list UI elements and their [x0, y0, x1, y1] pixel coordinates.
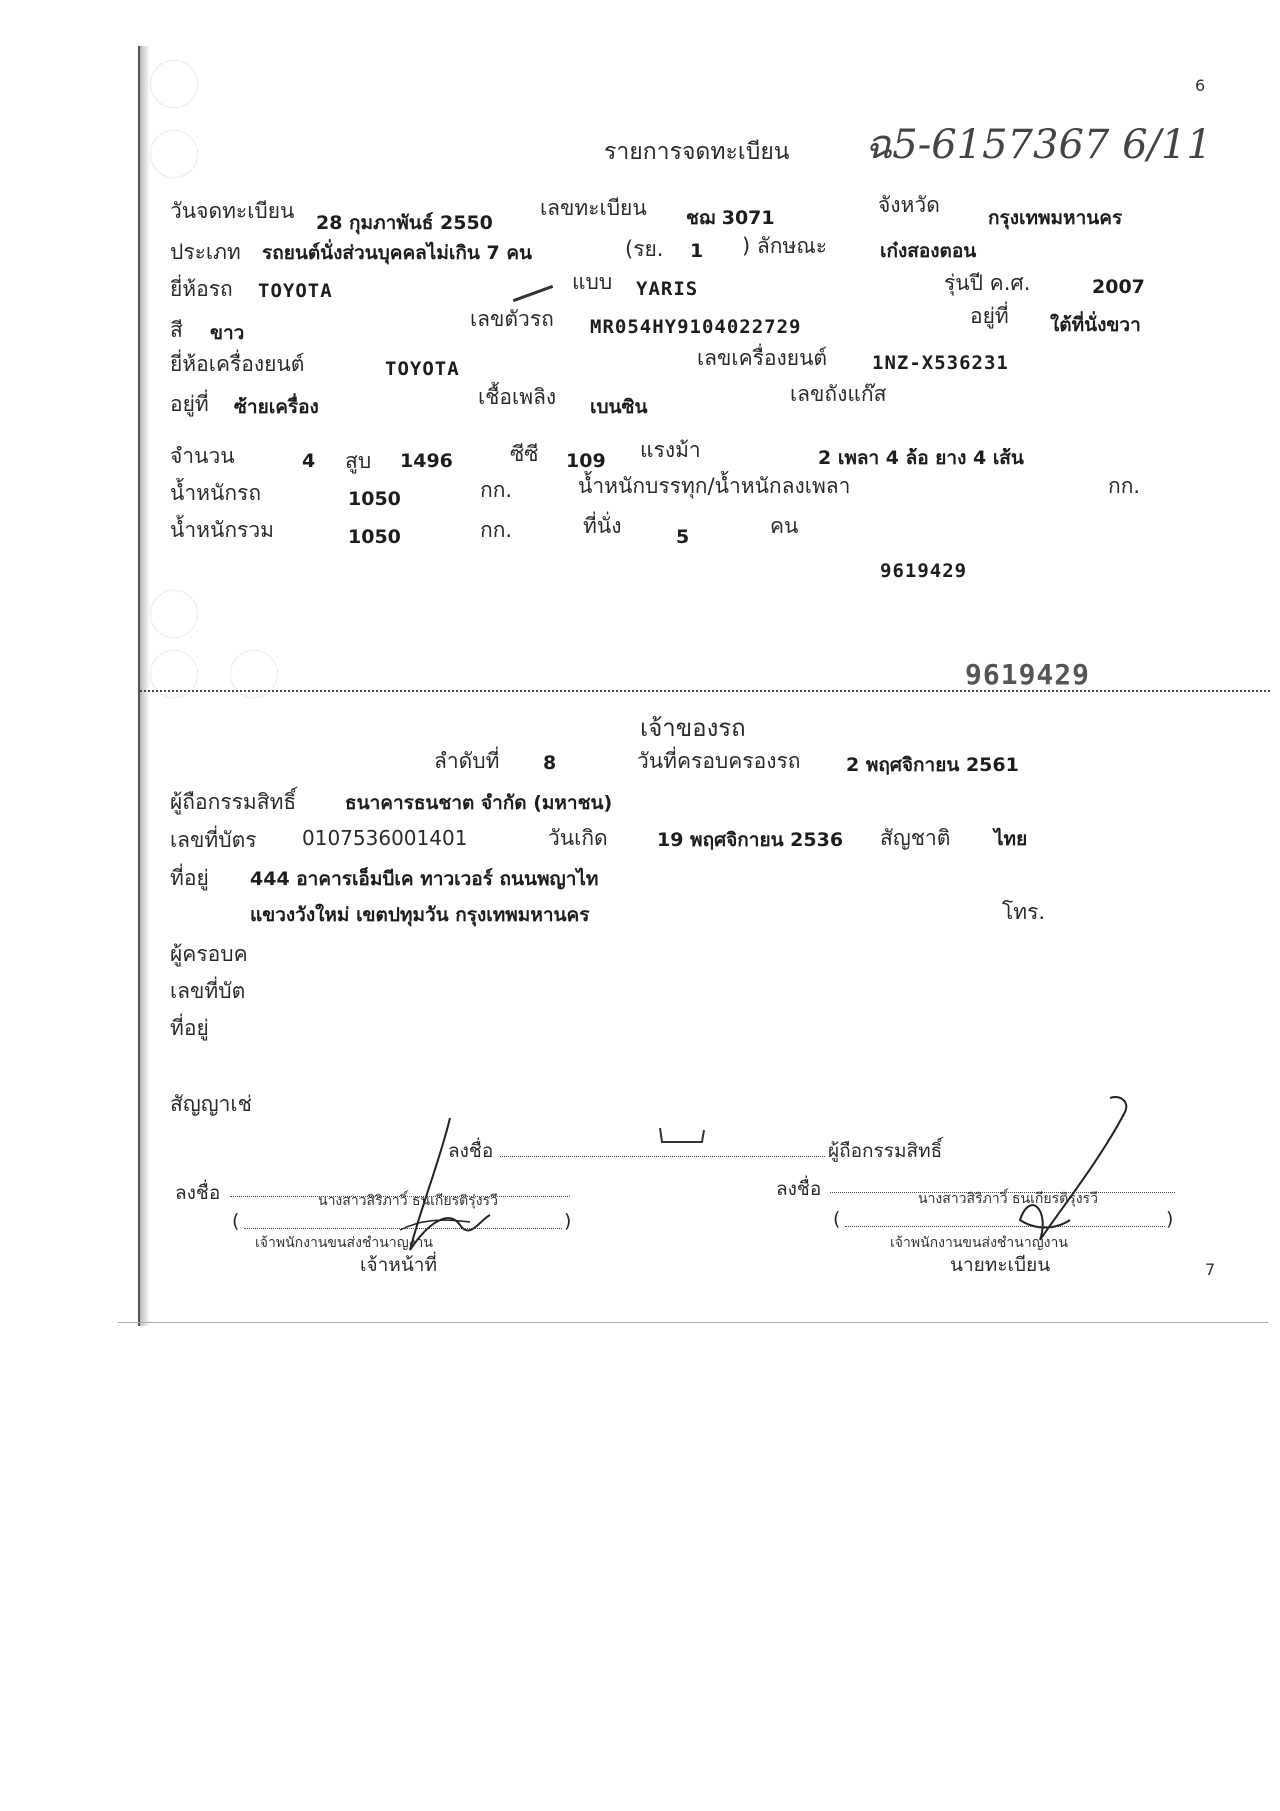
axles-tires-value: 2 เพลา 4 ล้อ ยาง 4 เส้น [818, 447, 1024, 469]
birth-value: 19 พฤศจิกายน 2536 [657, 829, 844, 851]
model-label: แบบ [572, 270, 613, 294]
rs-label: (รย. [625, 237, 664, 261]
reg-date-label: วันจดทะเบียน [170, 199, 295, 223]
person-unit: คน [770, 514, 799, 538]
left-open-paren: ( [232, 1210, 240, 1232]
seal-watermark [150, 60, 198, 108]
right-signer-role: นายทะเบียน [950, 1254, 1051, 1276]
id-label: เลขที่บัตร [170, 828, 257, 852]
vin-location-label: อยู่ที่ [970, 304, 1009, 328]
plate-label: เลขทะเบียน [540, 196, 647, 220]
engine-location-label: อยู่ที่ [170, 392, 209, 416]
engine-location-value: ซ้ายเครื่อง [234, 396, 319, 418]
model-value: YARIS [636, 278, 699, 300]
seats-value: 5 [676, 526, 690, 548]
nationality-value: ไทย [994, 828, 1028, 850]
color-label: สี [170, 318, 183, 342]
kg-unit: กก. [1108, 474, 1141, 498]
page-bottom-edge [118, 1322, 1268, 1323]
address-label: ที่อยู่ [170, 866, 209, 890]
possessor-id-label: เลขที่บัต [170, 979, 246, 1003]
left-sign-label: ลงชื่อ [175, 1182, 221, 1204]
brand-label: ยี่ห้อรถ [170, 277, 233, 301]
left-close-paren: ) [564, 1210, 572, 1232]
serial-number: 9619429 [880, 560, 968, 582]
type-value: รถยนต์นั่งส่วนบุคคลไม่เกิน 7 คน [262, 242, 533, 264]
reg-date-value: 28 กุมภาพันธ์ 2550 [316, 212, 493, 234]
phone-label: โทร. [1002, 900, 1046, 924]
holder-value: ธนาคารธนชาต จำกัด (มหาชน) [345, 792, 613, 814]
nationality-label: สัญชาติ [880, 826, 951, 850]
engine-no-value: 1NZ-X536231 [872, 352, 1009, 374]
right-name-line [845, 1226, 1165, 1227]
section-divider [140, 690, 1270, 692]
left-signer-position: เจ้าพนักงานขนส่งชำนาญงาน [255, 1235, 433, 1251]
engine-brand-value: TOYOTA [385, 358, 460, 380]
gas-tank-label: เลขถังแก๊ส [790, 382, 887, 406]
right-signer-name: นางสาวสิริภาวิ์ ธนเกียรติรุ่งรวี [918, 1191, 1098, 1207]
birth-label: วันเกิด [548, 826, 608, 850]
engine-no-label: เลขเครื่องยนต์ [697, 346, 828, 370]
gross-value: 1050 [348, 526, 401, 548]
vin-location-value: ใต้ที่นั่งขวา [1050, 314, 1141, 336]
left-signer-name: นางสาวสิริภาวิ์ ธนเกียรติรุ่งรวี [318, 1193, 498, 1209]
province-value: กรุงเทพมหานคร [988, 207, 1123, 229]
vin-label: เลขตัวรถ [470, 307, 554, 331]
engine-brand-label: ยี่ห้อเครื่องยนต์ [170, 352, 305, 376]
brand-value: TOYOTA [258, 280, 333, 302]
fuel-value: เบนซิน [590, 396, 648, 418]
character-label: ) ลักษณะ [742, 234, 828, 258]
holder-label: ผู้ถือกรรมสิทธิ์ [170, 790, 297, 814]
vin-value: MR054HY9104022729 [590, 316, 802, 338]
order-value: 8 [543, 752, 557, 774]
cc-value: 1496 [400, 450, 453, 472]
gross-label: น้ำหนักรวม [170, 518, 274, 542]
color-value: ขาว [210, 322, 245, 344]
type-label: ประเภท [170, 240, 241, 264]
right-signer-position: เจ้าพนักงานขนส่งชำนาญงาน [890, 1235, 1068, 1251]
kg-unit: กก. [480, 518, 513, 542]
hp-label: แรงม้า [640, 438, 701, 462]
cylinders-value: 4 [302, 450, 316, 472]
address-line-2: แขวงวังใหม่ เขตปทุมวัน กรุงเทพมหานคร [250, 904, 590, 926]
cylinders-label: จำนวน [170, 444, 235, 468]
handwritten-reference: ฉ5-6157367 6/11 [865, 122, 1212, 168]
rs-value: 1 [690, 240, 704, 262]
seal-watermark [150, 130, 198, 178]
address-line-1: 444 อาคารเอ็มบีเค ทาวเวอร์ ถนนพญาไท [250, 868, 599, 890]
seal-watermark [150, 590, 198, 638]
cylinder-unit: สูบ [345, 449, 372, 473]
character-value: เก๋งสองตอน [880, 240, 977, 262]
cc-label: ซีซี [510, 442, 539, 466]
left-name-line [244, 1228, 562, 1229]
year-value: 2007 [1092, 276, 1145, 298]
right-open-paren: ( [833, 1208, 841, 1230]
kg-unit: กก. [480, 478, 513, 502]
possessor-label: ผู้ครอบค [170, 942, 248, 966]
id-value: 0107536001401 [302, 826, 468, 850]
right-close-paren: ) [1166, 1208, 1174, 1230]
possession-label: วันที่ครอบครองรถ [637, 749, 801, 773]
weight-label: น้ำหนักรถ [170, 481, 262, 505]
page-title: รายการจดทะเบียน [604, 139, 790, 165]
weight-value: 1050 [348, 488, 401, 510]
fuel-label: เชื้อเพลิง [478, 385, 557, 409]
hp-value: 109 [566, 450, 606, 472]
plate-value: ชฌ 3071 [686, 207, 775, 229]
seats-label: ที่นั่ง [583, 514, 622, 538]
province-label: จังหวัด [878, 193, 940, 217]
possession-value: 2 พฤศจิกายน 2561 [846, 754, 1019, 776]
page-number-top: 6 [1195, 76, 1206, 95]
holder-sign-label: ลงชื่อ [448, 1140, 494, 1162]
serial-number-stamp: 9619429 [965, 658, 1091, 691]
order-label: ลำดับที่ [434, 749, 500, 773]
year-label: รุ่นปี ค.ศ. [944, 271, 1031, 295]
left-signer-role: เจ้าหน้าที่ [360, 1254, 438, 1276]
load-label: น้ำหนักบรรทุก/น้ำหนักลงเพลา [578, 474, 851, 498]
holder-sign-caption: ผู้ถือกรรมสิทธิ์ [828, 1140, 943, 1162]
right-sign-label: ลงชื่อ [776, 1178, 822, 1200]
possessor-address-label: ที่อยู่ [170, 1016, 209, 1040]
lease-label: สัญญาเช่ [170, 1092, 252, 1116]
page-edge-shadow [140, 46, 150, 1326]
owner-section-title: เจ้าของรถ [640, 714, 746, 742]
page-number-bottom: 7 [1205, 1260, 1216, 1279]
